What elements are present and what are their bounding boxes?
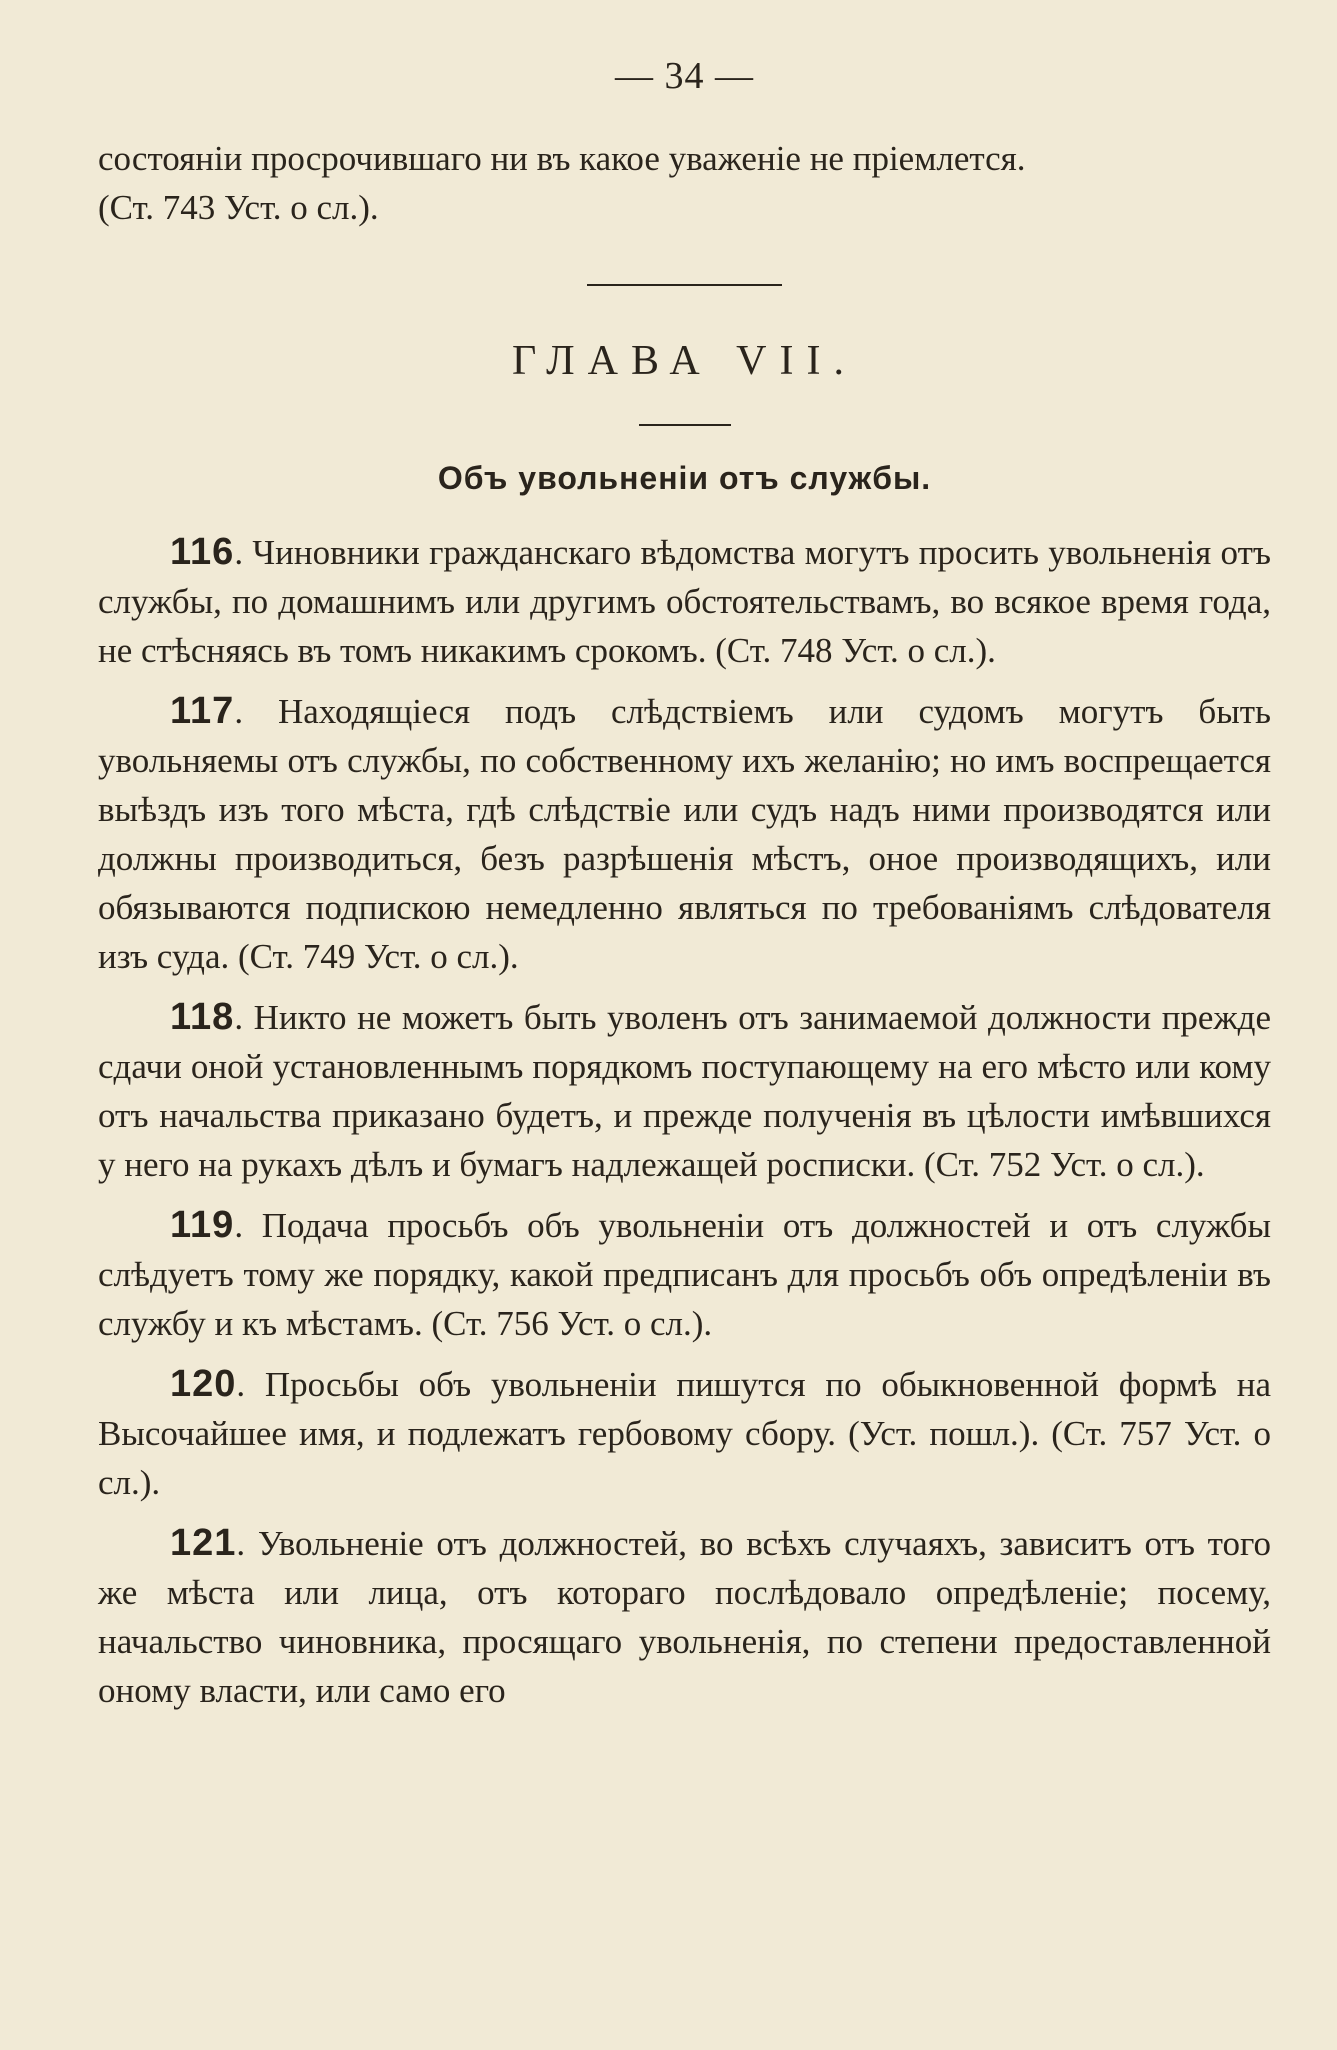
article-number: 116	[170, 531, 235, 573]
title-divider	[639, 424, 731, 426]
article-list	[98, 528, 1271, 1715]
article-text: Просьбы объ увольненiи пишутся по обыкновенной формѣ на Высочайшее имя, и подлежатъ гербовому сбору. (Уст. пошл.). (Ст. 757 Уст. о сл.).	[98, 1365, 1272, 1502]
article-number: 119	[170, 1204, 235, 1246]
article-number: 117	[170, 690, 235, 732]
chapter-title: ГЛАВА VII.	[512, 338, 857, 384]
article-116: 116. Чиновники гражданскаго вѣдомства могутъ просить увольненiя отъ службы, по домашнимъ или другимъ обстоятельствамъ, во всякое время года, не стѣсняясь въ томъ никакимъ срокомъ. (Ст. 748 Уст. о сл.).	[98, 531, 1271, 670]
article-text: Никто не можетъ быть уволенъ отъ занимаемой должности прежде сдачи оной установленнымъ порядкомъ поступающему на его мѣсто или кому отъ начальства приказано будетъ, и прежде полученiя въ цѣлости имѣвшихся у него на рукахъ дѣлъ и бумагъ надлежащей росписки. (Ст. 752 Уст. о сл.).	[98, 998, 1271, 1184]
chapter-subtitle: Объ увольненiи отъ службы.	[437, 460, 932, 496]
article-number: 121	[170, 1522, 237, 1564]
article-121: 121. Увольненiе отъ должностей, во всѣхъ случаяхъ, зависитъ отъ того же мѣста или лица, отъ котораго послѣдовало опредѣленiе; посему, начальство чиновника, просящаго увольненiя, по степени предоставленной оному власти, или само его	[98, 1522, 1271, 1710]
article-number: 118	[170, 996, 235, 1038]
article-text: Находящiеся подъ слѣдствiемъ или судомъ могутъ быть увольняемы отъ службы, по собственному ихъ желанiю; но имъ воспрещается выѣздъ изъ того мѣста, гдѣ слѣдствiе или судъ надъ ними производятся или должны производиться, безъ разрѣшенiя мѣстъ, оное производящихъ, или обязываются подпискою немедленно являться по требованiямъ слѣдователя изъ суда. (Ст. 749 Уст. о сл.).	[98, 692, 1272, 976]
article-number: 120	[170, 1363, 237, 1405]
continuation-line: состоянiи просрочившаго ни въ какое уваженie не прiемлется.	[98, 139, 1026, 178]
section-divider	[587, 284, 782, 286]
continuation-text	[98, 134, 1271, 232]
article-text: Увольненiе отъ должностей, во всѣхъ случаяхъ, зависитъ отъ того же мѣста или лица, отъ котораго послѣдовало опредѣленiе; посему, начальство чиновника, просящаго увольненiя, по степени предоставленной оному власти, или само его	[98, 1524, 1271, 1710]
article-text: Чиновники гражданскаго вѣдомства могутъ просить увольненiя отъ службы, по домашнимъ или другимъ обстоятельствамъ, во всякое время года, не стѣсняясь въ томъ никакимъ срокомъ. (Ст. 748 Уст. о сл.).	[98, 533, 1271, 670]
article-120: 120. Просьбы объ увольненiи пишутся по обыкновенной формѣ на Высочайшее имя, и подлежатъ гербовому сбору. (Уст. пошл.). (Ст. 757 Уст. о сл.).	[98, 1363, 1272, 1502]
continuation-line: (Ст. 743 Уст. о сл.).	[98, 188, 379, 227]
page-number: — 34 —	[615, 55, 754, 97]
article-119: 119. Подача просьбъ объ увольненiи отъ должностей и отъ службы слѣдуетъ тому же порядку, какой предписанъ для просьбъ объ опредѣленiи въ службу и къ мѣстамъ. (Ст. 756 Уст. о сл.).	[98, 1204, 1272, 1343]
article-text: Подача просьбъ объ увольненiи отъ должностей и отъ службы слѣдуетъ тому же порядку, какой предписанъ для просьбъ объ опредѣленiи въ службу и къ мѣстамъ. (Ст. 756 Уст. о сл.).	[98, 1206, 1272, 1343]
article-118: 118. Никто не можетъ быть уволенъ отъ занимаемой должности прежде сдачи оной установленнымъ порядкомъ поступающему на его мѣсто или кому отъ начальства приказано будетъ, и прежде полученiя въ цѣлости имѣвшихся у него на рукахъ дѣлъ и бумагъ надлежащей росписки. (Ст. 752 Уст. о сл.).	[98, 996, 1271, 1184]
article-117: 117. Находящiеся подъ слѣдствiемъ или судомъ могутъ быть увольняемы отъ службы, по собственному ихъ желанiю; но имъ воспрещается выѣздъ изъ того мѣста, гдѣ слѣдствiе или судъ надъ ними производятся или должны производиться, безъ разрѣшенiя мѣстъ, оное производящихъ, или обязываются подпискою немедленно являться по требованiямъ слѣдователя изъ суда. (Ст. 749 Уст. о сл.).	[98, 690, 1272, 976]
